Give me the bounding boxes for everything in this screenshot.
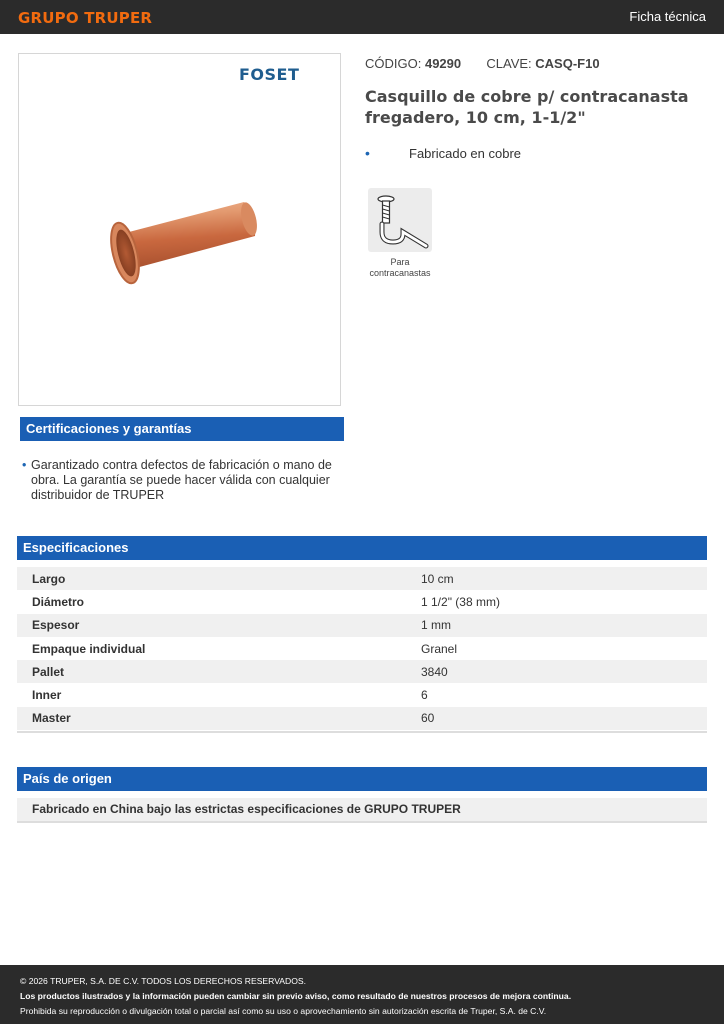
warranty-text-content: Garantizado contra defectos de fabricación o mano de obra. La garantía se puede hacer válida con cualquier distribuidor de TRUPER [31,458,332,502]
spec-value: 10 cm [421,567,707,590]
spec-value: 1 1/2" (38 mm) [421,594,500,609]
origin-text: Fabricado en China bajo las estrictas especificaciones de GRUPO TRUPER [17,798,707,821]
origin-heading: País de origen [17,767,707,791]
spec-label: Pallet [17,660,421,683]
foset-brand-logo: FOSET [239,65,300,84]
sink-drain-icon [368,188,432,252]
notice-text: Los productos ilustrados y la información pueden cambiar sin previo aviso, como resultado de nuestros procesos de mejora continua. [20,991,572,1001]
footer [0,965,724,1024]
bullet-icon: • [365,145,370,161]
table-row [17,567,707,590]
product-key: CASQ-F10 [535,56,600,71]
spec-label: Inner [32,688,62,703]
use-label: Para contracanastas [369,257,431,278]
warranty-text [22,458,340,503]
specifications-heading: Especificaciones [17,536,707,560]
spec-label: Master [17,707,421,730]
product-code: 49290 [424,56,462,71]
table-row [17,683,707,706]
table-row [17,637,707,660]
feature-list [365,146,521,161]
top-header-bar [0,0,724,34]
table-divider [17,731,707,733]
feature-text: Fabricado en cobre [409,146,522,161]
product-codes [365,56,600,71]
bullet-icon: • [22,458,27,472]
table-row [17,614,707,637]
prohibition-text: Prohibida su reproducción o divulgación total o parcial así como su uso o aprovechamiento sin autorización escrita de Truper, S.A. de C.V. [20,1006,547,1016]
document-type-label: Ficha técnica [629,9,706,24]
spec-label: Espesor [17,614,421,637]
copyright-text: © 2026 TRUPER, S.A. DE C.V. TODOS LOS DERECHOS RESERVADOS. [20,976,307,986]
certifications-heading: Certificaciones y garantías [20,417,344,441]
key-label: CLAVE: [486,56,532,71]
spec-value: Granel [421,641,458,656]
spec-value: 60 [421,707,707,730]
spec-label: Largo [17,567,421,590]
code-label: CÓDIGO: [365,56,422,71]
table-row [17,707,707,730]
spec-label: Empaque individual [32,641,146,656]
table-divider [17,821,707,823]
table-row [17,590,707,613]
specifications-table [17,567,707,730]
product-image-frame [18,53,341,406]
spec-label: Diámetro [32,594,85,609]
spec-value: 6 [421,688,428,703]
product-title: Casquillo de cobre p/ contracanasta fregadero, 10 cm, 1-1/2" [365,87,689,127]
copper-tube-image [99,189,259,299]
brand-logo: GRUPO TRUPER [18,9,153,27]
spec-value: 3840 [421,660,707,683]
spec-value: 1 mm [421,614,707,637]
feature-item [365,146,521,161]
table-row [17,660,707,683]
